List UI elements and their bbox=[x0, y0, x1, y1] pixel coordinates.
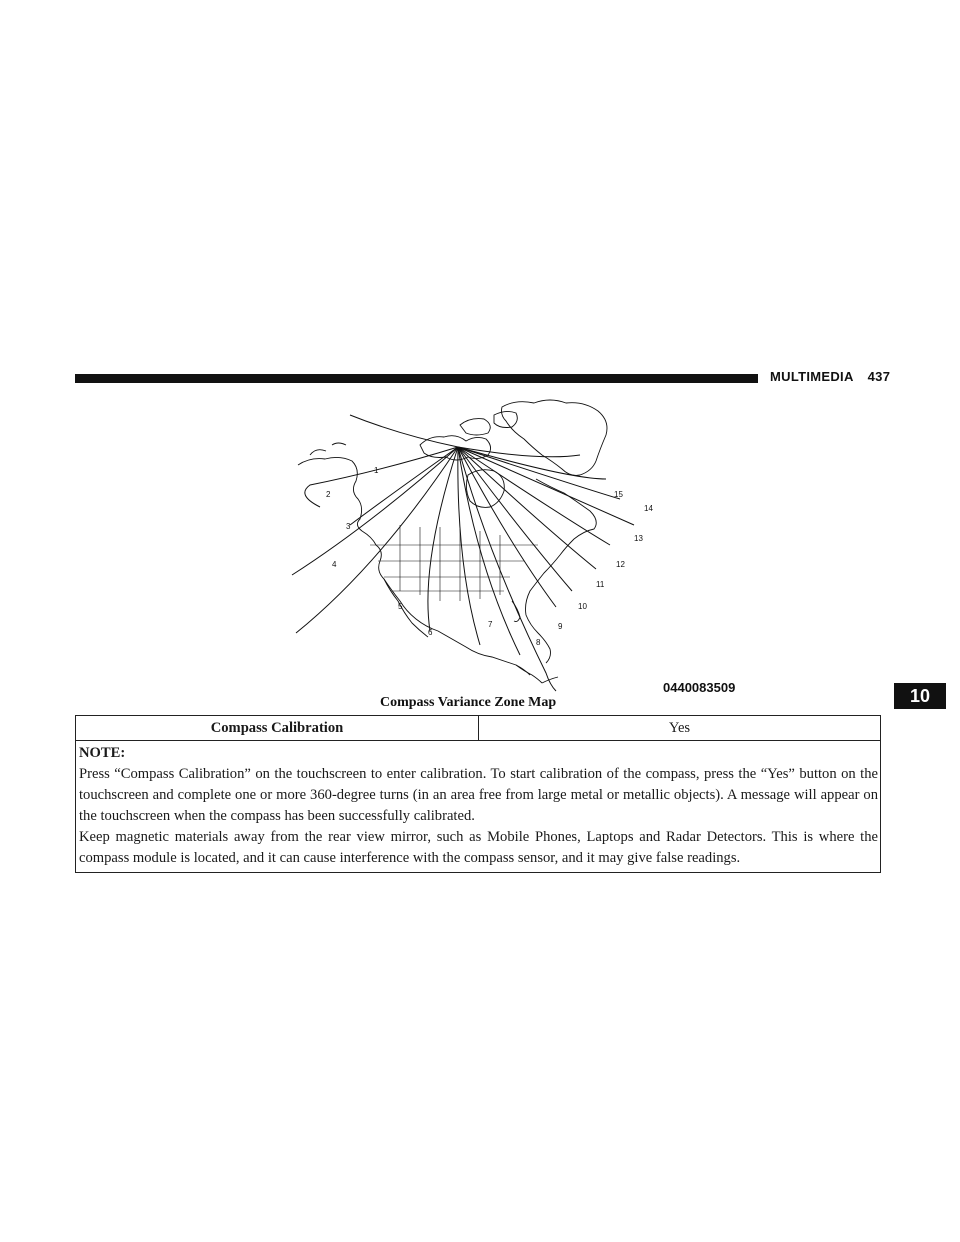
zone-label: 7 bbox=[488, 620, 493, 629]
page-number: 437 bbox=[867, 369, 891, 384]
note-title: NOTE: bbox=[79, 745, 126, 761]
zone-label: 12 bbox=[616, 560, 625, 569]
zone-lines bbox=[292, 415, 634, 691]
running-header bbox=[770, 369, 890, 384]
zone-label: 11 bbox=[596, 580, 605, 589]
table-row bbox=[76, 741, 881, 873]
zone-label: 13 bbox=[634, 534, 643, 543]
zone-label: 2 bbox=[326, 490, 331, 499]
settings-table bbox=[75, 715, 881, 873]
zone-label: 15 bbox=[614, 490, 623, 499]
figure-caption: Compass Variance Zone Map bbox=[380, 695, 557, 710]
zone-label: 14 bbox=[644, 504, 653, 513]
header-rule bbox=[75, 374, 758, 383]
coastline-outline bbox=[298, 400, 607, 683]
zone-label: 4 bbox=[332, 560, 337, 569]
zone-label: 10 bbox=[578, 602, 587, 611]
setting-name: Compass Calibration bbox=[76, 716, 479, 741]
figure-code: 0440083509 bbox=[663, 680, 736, 695]
zone-label: 3 bbox=[346, 522, 351, 531]
table-row bbox=[76, 716, 881, 741]
section-title: MULTIMEDIA bbox=[770, 369, 854, 384]
zone-label: 6 bbox=[428, 628, 433, 637]
note-paragraph: Press “Compass Calibration” on the touchscreen to enter calibration. To start calibration of the compass, press the “Yes” button on the touchscreen and complete one or more 360-degree turns (in an area free from large metal or metallic objects). A message will appear on the touchscreen when the compass has been successfully calibrated. bbox=[79, 766, 878, 824]
compass-variance-map bbox=[280, 395, 760, 695]
setting-option: Yes bbox=[479, 716, 881, 741]
map-illustration bbox=[280, 395, 760, 695]
zone-label: 9 bbox=[558, 622, 563, 631]
zone-label: 5 bbox=[398, 602, 403, 611]
zone-label: 8 bbox=[536, 638, 541, 647]
chapter-tab: 10 bbox=[894, 683, 946, 709]
note-paragraph: Keep magnetic materials away from the rear view mirror, such as Mobile Phones, Laptops and Radar Detectors. This is where the compass module is located, and it can cause interference with the compass sensor, and it may give false readings. bbox=[79, 829, 878, 866]
note-cell bbox=[76, 741, 881, 873]
zone-label: 1 bbox=[374, 466, 379, 475]
